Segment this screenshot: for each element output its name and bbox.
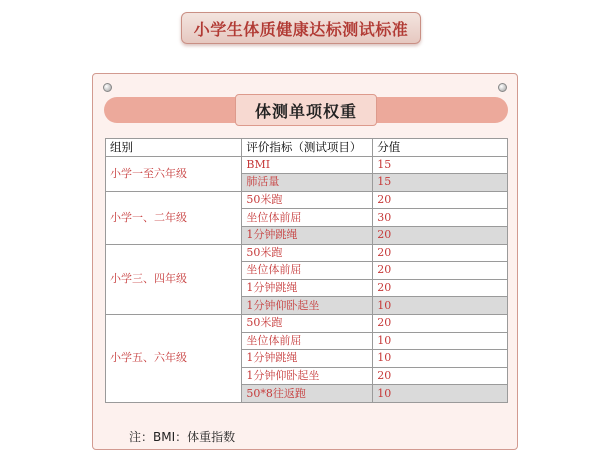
header-indicator: 评价指标（测试项目）: [242, 139, 373, 157]
indicator-cell: 50米跑: [242, 244, 373, 262]
table-header-row: [106, 139, 508, 157]
indicator-cell: BMI: [242, 156, 373, 174]
group-cell: 小学三、四年级: [106, 244, 242, 314]
score-cell: 20: [373, 244, 508, 262]
indicator-cell: 肺活量: [242, 174, 373, 192]
table-row: [106, 191, 508, 209]
card-header-band: [104, 97, 508, 123]
header-group: 组别: [106, 139, 242, 157]
indicator-cell: 50米跑: [242, 314, 373, 332]
weights-card: [92, 73, 518, 450]
indicator-cell: 坐位体前屈: [242, 332, 373, 350]
page-title: 小学生体质健康达标测试标准: [181, 12, 421, 44]
indicator-cell: 1分钟跳绳: [242, 279, 373, 297]
score-cell: 10: [373, 385, 508, 403]
table-row: [106, 156, 508, 174]
score-cell: 15: [373, 174, 508, 192]
group-cell: 小学一至六年级: [106, 156, 242, 191]
score-cell: 20: [373, 279, 508, 297]
score-cell: 20: [373, 367, 508, 385]
group-cell: 小学一、二年级: [106, 191, 242, 244]
card-header-title: 体测单项权重: [235, 94, 377, 126]
indicator-cell: 50米跑: [242, 191, 373, 209]
table-row: [106, 244, 508, 262]
indicator-cell: 50*8往返跑: [242, 385, 373, 403]
indicator-cell: 1分钟跳绳: [242, 226, 373, 244]
score-cell: 20: [373, 314, 508, 332]
score-cell: 20: [373, 191, 508, 209]
score-cell: 10: [373, 350, 508, 368]
pin-icon: [498, 83, 507, 92]
score-cell: 20: [373, 262, 508, 280]
score-cell: 15: [373, 156, 508, 174]
score-cell: 10: [373, 297, 508, 315]
score-cell: 20: [373, 226, 508, 244]
indicator-cell: 1分钟仰卧起坐: [242, 297, 373, 315]
pin-icon: [103, 83, 112, 92]
indicator-cell: 坐位体前屈: [242, 209, 373, 227]
group-cell: 小学五、六年级: [106, 314, 242, 402]
indicator-cell: 坐位体前屈: [242, 262, 373, 280]
footnote: 注：BMI：体重指数: [129, 430, 236, 444]
header-score: 分值: [373, 139, 508, 157]
score-cell: 30: [373, 209, 508, 227]
indicator-cell: 1分钟跳绳: [242, 350, 373, 368]
weights-table: [105, 138, 508, 403]
table-row: [106, 314, 508, 332]
indicator-cell: 1分钟仰卧起坐: [242, 367, 373, 385]
score-cell: 10: [373, 332, 508, 350]
